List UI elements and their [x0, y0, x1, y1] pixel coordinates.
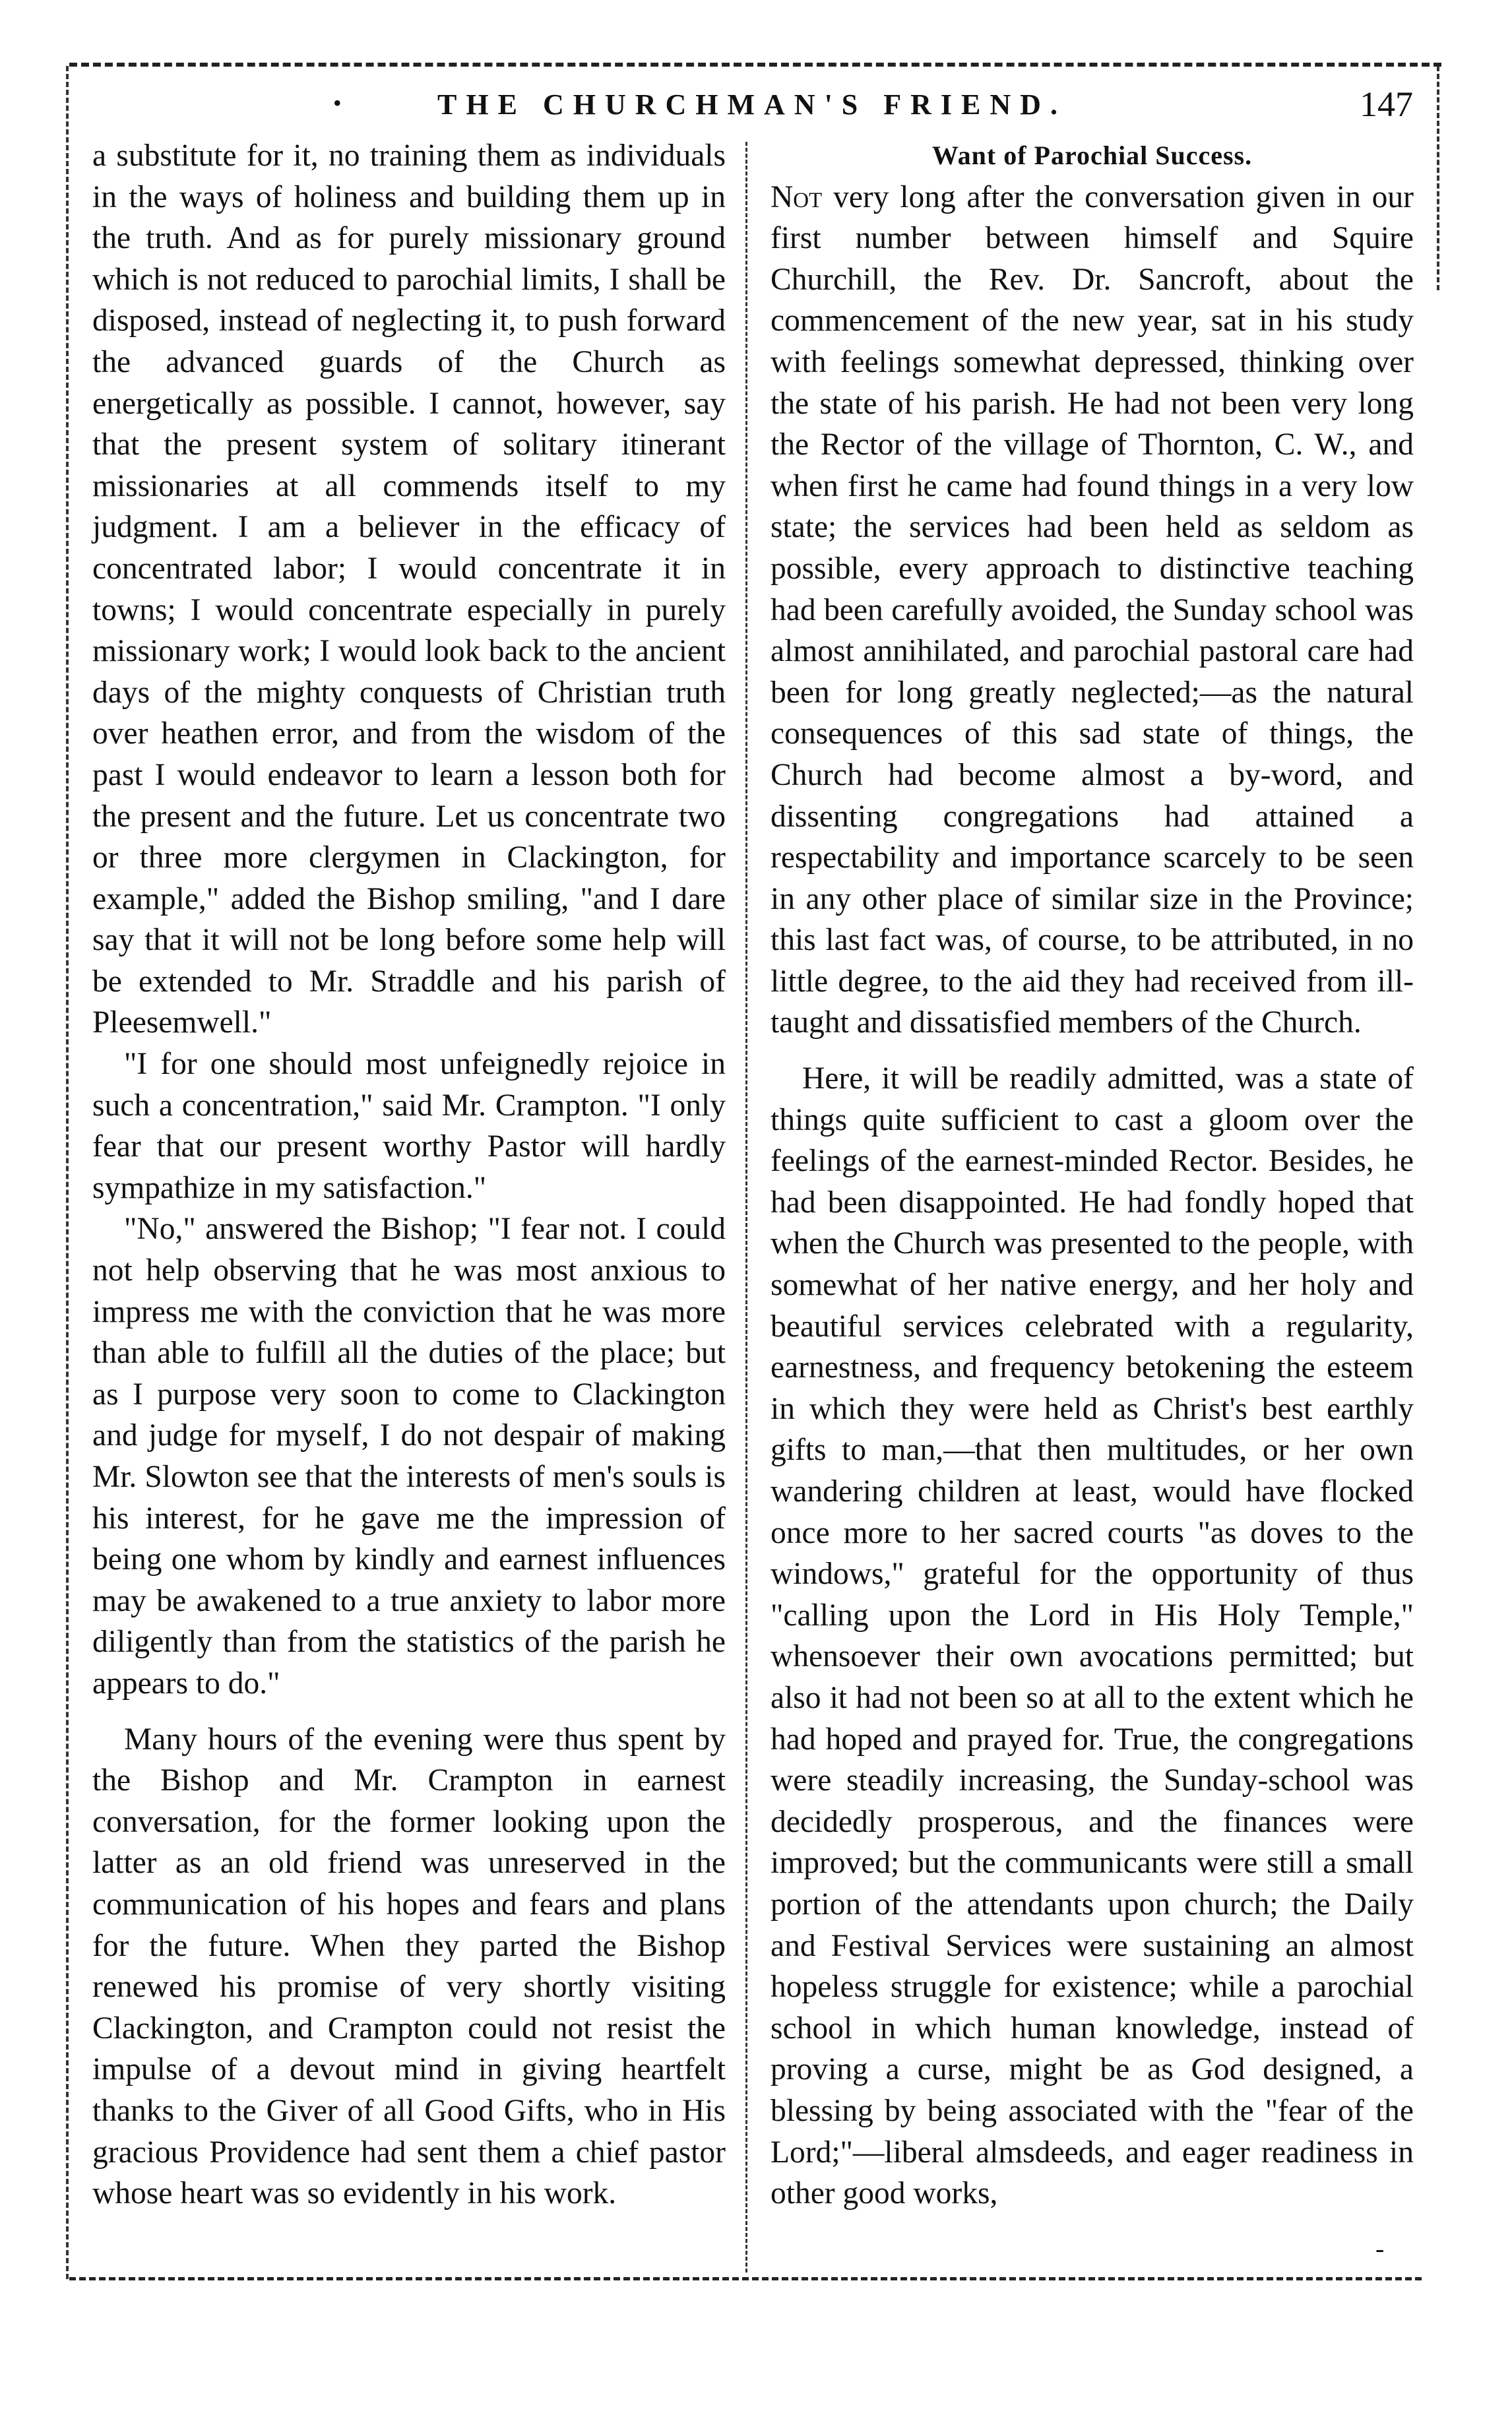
- page-number: 147: [1360, 84, 1413, 124]
- paragraph: [771, 177, 1414, 1044]
- right-column: [771, 135, 1414, 2214]
- paragraph: "I for one should most unfeignedly rejoice in such a concentration," said Mr. Crampton. "I only fear that our present worthy Pastor will hardly sympathize in my satisfaction.": [92, 1047, 726, 1205]
- paragraph: Here, it will be readily admitted, was a state of things quite sufficient to cast a gloom over the feelings of the earnest-minded Rector. Besides, he had been disappointed. He had fondly hoped that when the Church was presented to the people, with somewhat of her native energy, and her holy and beautiful services celebrated with a regularity, earnestness, and frequency betokening the esteem in which they were held as Christ's best earthly gifts to man,—that then multitudes, or her own wandering children at least, would have flocked once more to her sacred courts "as doves to the windows," grateful for the opportunity of thus "calling upon the Lord in His Holy Temple," whensoever their own avocations permitted; but also it had not been so at all to the extent which he had hoped and prayed for. True, the congregations were steadily increasing, the Sunday-school was decidedly prosperous, and the finances were improved; but the communicants were still a small portion of the attendants upon church; the Daily and Festival Services were sustaining an almost hopeless struggle for existence; while a parochial school in which human knowledge, instead of proving a curse, might be as God designed, a blessing by being associated with the "fear of the Lord;"—liberal almsdeeds, and eager readiness in other good works,: [771, 1061, 1414, 2211]
- lead-words: Not: [771, 179, 823, 214]
- running-title: THE CHURCHMAN'S FRIEND.: [437, 88, 1067, 121]
- column-divider: [745, 142, 747, 2272]
- paragraph: Many hours of the evening were thus spent by the Bishop and Mr. Crampton in earnest conversation, for the former looking upon the latter as an old friend was unreserved in the communication of his hopes and fears and plans for the future. When they parted the Bishop renewed his promise of very shortly visiting Clackington, and Crampton could not resist the impulse of a devout mind in giving heartfelt thanks to the Giver of all Good Gifts, who in His gracious Providence had sent them a chief pastor whose heart was so evidently in his work.: [92, 1722, 726, 2211]
- right-border-rule: [1437, 66, 1439, 290]
- paragraph: a substitute for it, no training them as individuals in the ways of holiness and building them up in the truth. And as for purely missionary ground which is not reduced to parochial limits, I shall be disposed, instead of neglecting it, to push forward the advanced guards of the Church as energetically as possible. I cannot, however, say that the present system of solitary itinerant missionaries at all commends itself to my judgment. I am a believer in the efficacy of concentrated labor; I would concentrate it in towns; I would concentrate especially in purely missionary work; I would look back to the ancient days of the mighty conquests of Christian truth over heathen error, and from the wisdom of the past I would endeavor to learn a lesson both for the present and the future. Let us concentrate two or three more clergymen in Clackington, for example," added the Bishop smiling, "and I dare say that it will not be long before some help will be extended to Mr. Straddle and his parish of Pleesemwell.": [92, 139, 726, 1040]
- header-dot: •: [333, 90, 342, 116]
- paragraph: "No," answered the Bishop; "I fear not. I could not help observing that he was most anxious to impress me with the conviction that he was more than able to fulfill all the duties of the place; but as I purpose very soon to come to Clackington and judge for myself, I do not despair of making Mr. Slowton see that the interests of men's souls is his interest, for he gave me the impression of being one whom by kindly and earnest influences may be awakened to a true anxiety to labor more diligently than from the statistics of the parish he appears to do.": [92, 1212, 726, 1701]
- footer-mark: -: [1375, 2234, 1385, 2263]
- bottom-border-rule: [69, 2277, 1422, 2280]
- left-border-rule: [66, 66, 69, 2279]
- page-header: [79, 76, 1425, 129]
- left-column: [92, 135, 726, 2214]
- paragraph-text: very long after the conversation given in our first number between himself and Squire Churchill, the Rev. Dr. Sancroft, about the commencement of the new year, sat in his study with feelings somewhat depressed, thinking over the state of his parish. He had not been very long the Rector of the village of Thornton, C. W., and when first he came had found things in a very low state; the services had been held as seldom as possible, every approach to distinctive teaching had been carefully avoided, the Sunday school was almost annihilated, and parochial pastoral care had been for long greatly neglected;—as the natural consequences of this sad state of things, the Church had become almost a by-word, and dissenting congregations had attained a respectability and importance scarcely to be seen in any other place of similar size in the Province; this last fact was, of course, to be attributed, in no little degree, to the aid they had received from ill-taught and dissatisfied members of the Church.: [771, 179, 1414, 1040]
- section-title: Want of Parochial Success.: [931, 141, 1253, 170]
- top-border-rule: [69, 63, 1441, 67]
